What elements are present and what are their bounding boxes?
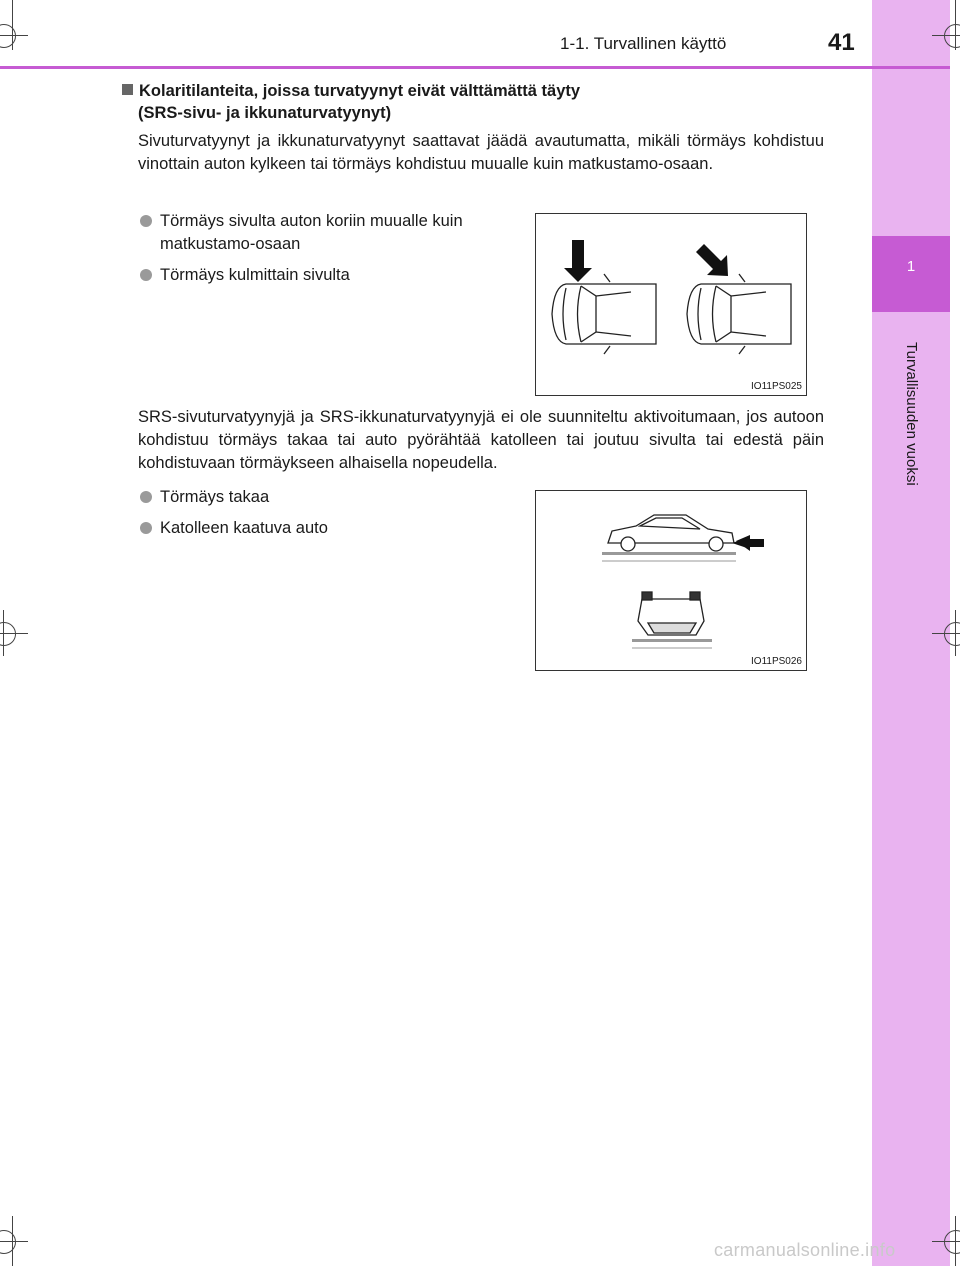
down-arrow-icon [564, 240, 592, 282]
paragraph-2: SRS-sivuturvatyynyjä ja SRS-ikkunaturvatyynyjä ei ole suunniteltu aktivoitumaan, jos autoon kohdistuu törmäys takaa tai auto pyörähtää katolleen tai joutuu sivulta tai edestä päin kohdistuvaan törmäykseen alhaisella nopeudella. [138, 408, 824, 472]
figure-rear-and-rollover [535, 490, 807, 671]
list-item [140, 486, 510, 509]
bullet-dot-icon [140, 215, 152, 227]
road-shadow-2 [632, 647, 712, 649]
side-impact-illustration [536, 214, 806, 395]
bullet-dot-icon [140, 522, 152, 534]
figure-code: IO11PS026 [751, 656, 802, 667]
bullet-text: Törmäys kulmittain sivulta [160, 266, 350, 284]
bullet-text: Katolleen kaatuva auto [160, 519, 328, 537]
rear-impact-arrow-icon [736, 535, 764, 551]
heading-line-1: Kolaritilanteita, joissa turvatyynyt eivät välttämättä täyty [139, 82, 581, 100]
heading-square-icon [122, 84, 133, 95]
diagonal-arrow-icon [696, 244, 728, 276]
car-top-view-1 [552, 274, 656, 354]
road-shadow-1 [602, 560, 736, 562]
bullet-list-2 [140, 486, 510, 540]
header-section-title: 1-1. Turvallinen käyttö [560, 34, 727, 53]
rear-rollover-illustration [536, 491, 806, 670]
heading-line-2: (SRS-sivu- ja ikkunaturvatyynyt) [138, 104, 392, 122]
watermark: carmanualsonline.info [714, 1240, 896, 1260]
list-item [140, 210, 525, 256]
figure-side-impact [535, 213, 807, 396]
bullet-dot-icon [140, 491, 152, 503]
list-item [140, 517, 510, 540]
page-number: 41 [828, 29, 855, 56]
car-upside-down [638, 592, 704, 635]
car-side-view [608, 515, 734, 551]
road-2 [632, 639, 712, 642]
bullet-text: Törmäys sivulta auton koriin muualle kuin matkustamo-osaan [160, 212, 463, 253]
paragraph-1: Sivuturvatyynyt ja ikkunaturvatyynyt saattavat jäädä avautumatta, mikäli törmäys kohdistuu vinottain auton kylkeen tai törmäys kohdistuu muualle kuin matkustamo-osaan. [138, 132, 824, 173]
chapter-number: 1 [906, 258, 916, 275]
bullet-dot-icon [140, 269, 152, 281]
bullet-list-1 [140, 210, 525, 287]
list-item [140, 264, 525, 287]
car-top-view-2 [687, 274, 791, 354]
chapter-title: Turvallisuuden vuoksi [903, 342, 920, 486]
road-1 [602, 552, 736, 555]
header-rule [0, 66, 950, 69]
bullet-text: Törmäys takaa [160, 488, 270, 506]
section-heading [122, 80, 842, 124]
figure-code: IO11PS025 [751, 381, 802, 392]
